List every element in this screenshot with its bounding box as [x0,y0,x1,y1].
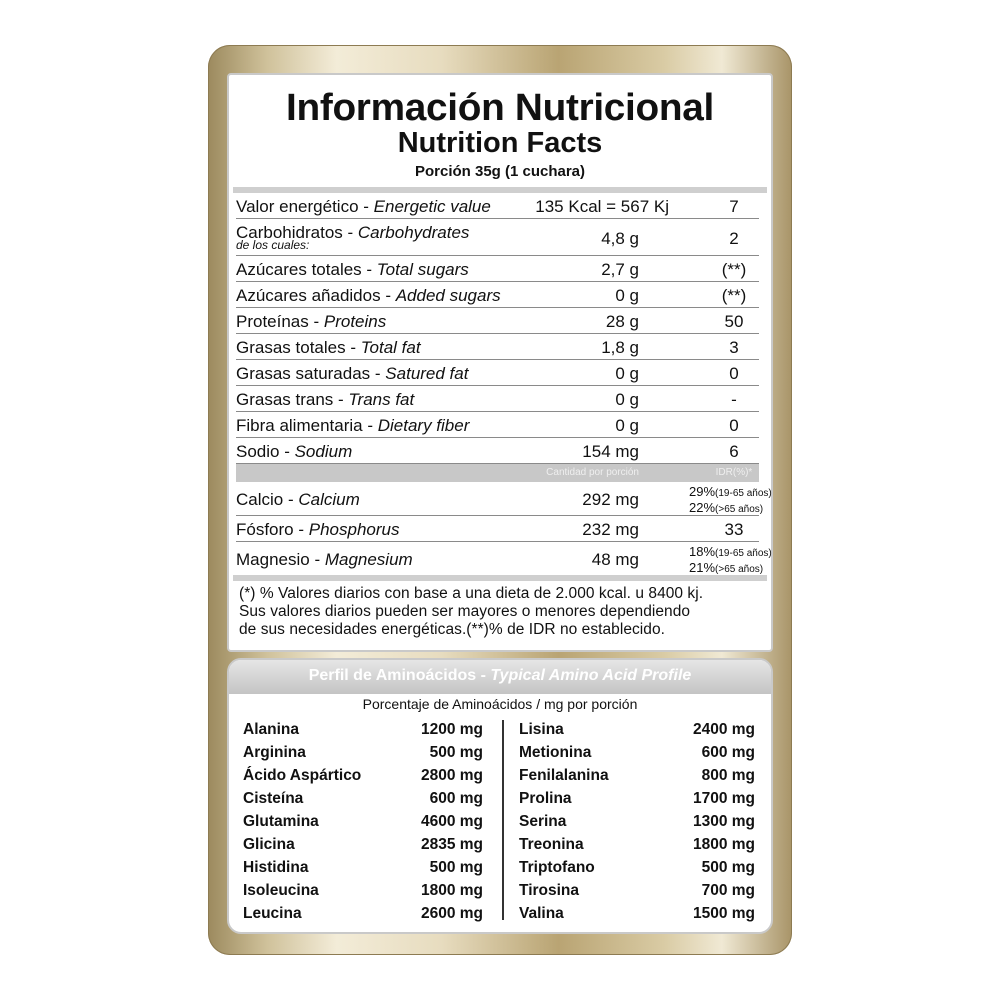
amino-acid-value: 500 mg [429,744,483,761]
amino-acid-name: Tirosina [519,882,580,899]
amino-acid-row [519,856,755,879]
amino-acid-row [243,902,483,925]
nutrient-row-carbohydrates: Carbohidratos - Carbohydrates de los cuales: 4,8 g 2 [236,219,759,256]
amino-acid-row [243,787,483,810]
amino-acid-row [243,833,483,856]
amino-acid-name: Glicina [243,836,295,853]
amino-acid-value: 600 mg [429,790,483,807]
amino-acid-value: 2400 mg [692,721,755,738]
amino-acid-name: Metionina [519,744,592,761]
mineral-row-magnesium: Magnesio - Magnesium 48 mg 18%(19-65 años) 21%(>65 años) [236,544,772,575]
nutrient-row-total-sugars: Azúcares totales - Total sugars 2,7 g (**) [236,256,759,282]
amino-acid-name: Valina [519,905,564,922]
amino-acid-name: Ácido Aspártico [243,767,362,784]
nutrient-row-total-fat: Grasas totales - Total fat 1,8 g 3 [236,334,759,360]
nutrient-table [236,193,772,576]
serving-size: Porción 35g (1 cuchara) [414,163,586,180]
amino-acid-row [519,741,755,764]
amino-acid-header: Perfil de Aminoácidos - Typical Amino Acid Profile [229,660,771,694]
amino-acid-name: Histidina [243,859,309,876]
nutrient-row-added-sugars: Azúcares añadidos - Added sugars 0 g (**) [236,282,759,308]
nutrient-row-sodium: Sodio - Sodium 154 mg 6 [236,438,759,464]
mineral-row-phosphorus: Fósforo - Phosphorus 232 mg 33 [236,516,759,542]
minerals-header-bar [236,464,759,482]
amino-acid-value: 1800 mg [420,882,483,899]
amino-acid-name: Cisteína [243,790,304,807]
amino-acid-value: 1700 mg [692,790,755,807]
amino-acid-value: 2835 mg [420,836,483,853]
title-english: Nutrition Facts [397,127,603,159]
amino-acid-value: 4600 mg [420,813,483,830]
amino-acid-value: 2600 mg [420,905,483,922]
amino-acid-row [519,833,755,856]
nutrient-row-proteins: Proteínas - Proteins 28 g 50 [236,308,759,334]
amino-acid-name: Alanina [243,721,299,738]
amino-acid-row [519,718,755,741]
amino-acid-subtitle: Porcentaje de Aminoácidos / mg por porción [362,696,638,712]
amino-acid-value: 500 mg [429,859,483,876]
amino-acid-name: Lisina [519,721,564,738]
amino-acid-name: Serina [519,813,567,830]
amino-acid-value: 800 mg [701,767,755,784]
footnote: (*) % Valores diarios con base a una dieta de 2.000 kcal. u 8400 kj. Sus valores diarios pueden ser mayores o menores dependiendo de sus necesidades energéticas.(**)% de IDR no establecido. [239,585,704,638]
mineral-row-calcium: Calcio - Calcium 292 mg 29%(19-65 años) 22%(>65 años) [236,484,772,515]
idr-label: IDR(%)* [715,467,753,478]
amino-acid-row [519,764,755,787]
amino-acid-row [243,810,483,833]
amino-acid-value: 500 mg [701,859,755,876]
amino-acid-value: 700 mg [701,882,755,899]
amino-acid-value: 1300 mg [692,813,755,830]
amino-acid-row [243,879,483,902]
amino-acid-row [243,718,483,741]
separator-bar-bottom [233,575,767,581]
title-spanish: Información Nutricional [286,87,714,129]
amino-acid-list-right [519,718,755,925]
amino-acid-name: Arginina [243,744,306,761]
amino-acid-panel [227,658,773,934]
amino-acid-row [519,879,755,902]
amino-acid-row [519,902,755,925]
amino-acid-row [243,856,483,879]
quantity-per-serving-label: Cantidad por porción [546,467,639,478]
amino-acid-value: 1200 mg [420,721,483,738]
amino-acid-name: Isoleucina [243,882,319,899]
amino-acid-value: 1800 mg [692,836,755,853]
nutrient-row-energy: Valor energético - Energetic value 135 Kcal = 567 Kj 7 [236,193,759,219]
amino-acid-value: 1500 mg [692,905,755,922]
column-divider [502,720,504,920]
amino-acid-row [243,764,483,787]
amino-acid-name: Prolina [519,790,572,807]
amino-acid-name: Glutamina [243,813,319,830]
amino-acid-value: 2800 mg [420,767,483,784]
nutrient-row-trans-fat: Grasas trans - Trans fat 0 g - [236,386,759,412]
nutrition-facts-panel [227,73,773,652]
amino-acid-row [243,741,483,764]
nutrient-row-dietary-fiber: Fibra alimentaria - Dietary fiber 0 g 0 [236,412,759,438]
amino-acid-name: Fenilalanina [519,767,609,784]
nutrient-row-saturated-fat: Grasas saturadas - Satured fat 0 g 0 [236,360,759,386]
amino-acid-name: Treonina [519,836,584,853]
amino-acid-name: Leucina [243,905,302,922]
amino-acid-list-left [243,718,483,925]
amino-acid-row [519,810,755,833]
amino-acid-value: 600 mg [701,744,755,761]
amino-acid-row [519,787,755,810]
amino-acid-name: Triptofano [519,859,595,876]
